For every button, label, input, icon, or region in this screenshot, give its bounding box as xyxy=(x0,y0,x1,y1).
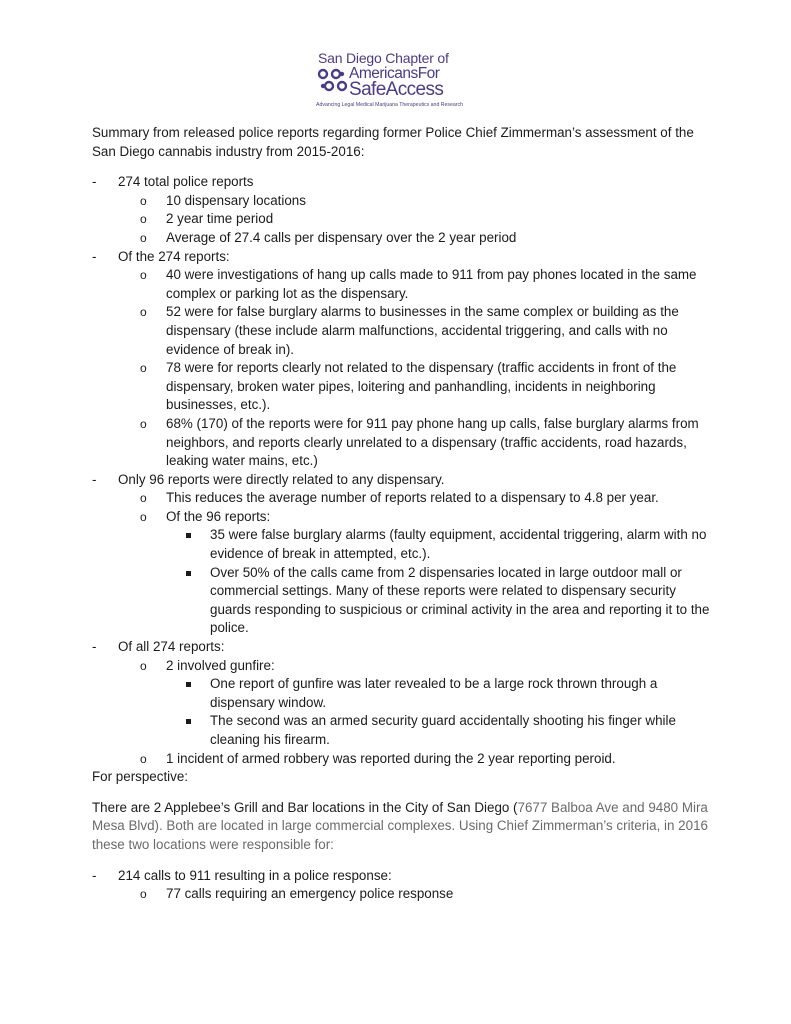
list-item xyxy=(92,867,712,904)
list-item-text: Of all 274 reports: xyxy=(118,639,225,655)
circle-bullet: o xyxy=(140,361,147,376)
square-list-item: Over 50% of the calls came from 2 dispensaries located in large outdoor mall or commercial settings. Many of these reports were related to dispensary security guards responding to suspicious or criminal activity in the area and reporting it to the police. xyxy=(186,564,712,638)
circle-bullet: o xyxy=(140,491,147,506)
perspective-heading: For perspective: xyxy=(92,769,189,785)
list-item-text: Only 96 reports were directly related to any dispensary. xyxy=(118,471,445,487)
list-item-text: 214 calls to 911 resulting in a police response: xyxy=(118,867,392,883)
molecule-logo-icon xyxy=(316,67,348,95)
list-item xyxy=(92,638,712,768)
square-bullet-icon xyxy=(186,719,191,724)
list-item-text: 274 total police reports xyxy=(118,174,254,190)
list-item xyxy=(92,248,712,471)
sub-list-item: o 77 calls requiring an emergency police response xyxy=(140,885,712,904)
circle-bullet: o xyxy=(140,887,147,902)
sub-list-item: o 2 involved gunfire: One report of gunfire was later revealed to be a large rock thrown through a dispensary window. The second was an armed security guard accidentally shooting his finger while cleaning his firearm. xyxy=(140,657,712,750)
logo-line-1: San Diego Chapter of xyxy=(318,50,449,66)
list-item xyxy=(92,471,712,638)
sub-list-item: o 1 incident of armed robbery was reported during the 2 year reporting peroid. xyxy=(140,750,712,769)
circle-bullet: o xyxy=(140,509,147,524)
circle-bullet: o xyxy=(140,212,147,227)
sub-list-item: o 68% (170) of the reports were for 911 pay phone hang up calls, false burglary alarms from neighbors, and reports clearly unrelated to a dispensary (traffic accidents, road hazards, leaking water mains, etc.) xyxy=(140,415,699,469)
dash-bullet: - xyxy=(92,639,97,655)
sub-list-item: o 40 were investigations of hang up calls made to 911 from pay phones located in the same complex or parking lot as the dispensary. xyxy=(140,267,697,301)
chapter-logo xyxy=(316,50,468,112)
perspective-list xyxy=(92,867,712,904)
dash-bullet: - xyxy=(92,867,97,883)
summary-list xyxy=(92,173,712,768)
intro-paragraph: Summary from released police reports regarding former Police Chief Zimmerman’s assessment of the San Diego cannabis industry from 2015-2016: xyxy=(92,125,694,159)
circle-bullet: o xyxy=(140,416,147,431)
document-body xyxy=(92,124,712,904)
dash-bullet: - xyxy=(92,248,97,264)
square-bullet-icon xyxy=(186,533,191,538)
sub-list-item: o 52 were for false burglary alarms to businesses in the same complex or building as the dispensary (these include alarm malfunctions, accidental triggering, and calls with no evidence of break in). xyxy=(140,304,679,357)
logo-line-2: AmericansFor xyxy=(349,65,440,82)
sub-list-item: o Average of 27.4 calls per dispensary over the 2 year period xyxy=(140,229,712,248)
square-bullet-icon xyxy=(186,682,191,687)
circle-bullet: o xyxy=(140,230,147,245)
logo-tagline: Advancing Legal Medical Marijuana Therapeutics and Research xyxy=(316,102,463,108)
square-list-item: One report of gunfire was later revealed to be a large rock thrown through a dispensary window. xyxy=(186,675,712,712)
sub-list-item: o 10 dispensary locations xyxy=(140,192,712,211)
square-bullet-icon xyxy=(186,571,191,576)
perspective-paragraph: There are 2 Applebee’s Grill and Bar locations in the City of San Diego (7677 Balboa Ave and 9480 Mira Mesa Blvd). Both are located in large commercial complexes. Using Chief Zimmerman’s criteria, in 2016 these two locations were responsible for: xyxy=(92,799,708,852)
dash-bullet: - xyxy=(92,471,97,487)
list-item xyxy=(92,173,712,247)
circle-bullet: o xyxy=(140,751,147,766)
circle-bullet: o xyxy=(140,268,147,283)
sub-list-item: o 2 year time period xyxy=(140,210,712,229)
dash-bullet: - xyxy=(92,174,97,190)
circle-bullet: o xyxy=(140,193,147,208)
square-list-item: The second was an armed security guard accidentally shooting his finger while cleaning his firearm. xyxy=(186,712,712,749)
circle-bullet: o xyxy=(140,658,147,673)
list-item-text: Of the 274 reports: xyxy=(118,248,230,264)
sub-list-item: o Of the 96 reports: 35 were false burglary alarms (faulty equipment, accidental triggering, alarm with no evidence of break in attempted, etc.). Over 50% of the calls came from 2 dispensaries located in large outdoor mall or commercial settings. Many of these reports were related to dispensary security guards responding to suspicious or criminal activity in the area and reporting it to the police. xyxy=(140,508,712,638)
sub-list-item: o 78 were for reports clearly not related to the dispensary (traffic accidents in front of the dispensary, broken water pipes, loitering and panhandling, incidents in neighboring businesses, etc.). xyxy=(140,360,677,413)
logo-line-3: SafeAccess xyxy=(349,79,444,100)
circle-bullet: o xyxy=(140,305,147,320)
sub-list-item: o This reduces the average number of reports related to a dispensary to 4.8 per year. xyxy=(140,489,712,508)
square-list-item: 35 were false burglary alarms (faulty equipment, accidental triggering, alarm with no evidence of break in attempted, etc.). xyxy=(186,526,712,563)
